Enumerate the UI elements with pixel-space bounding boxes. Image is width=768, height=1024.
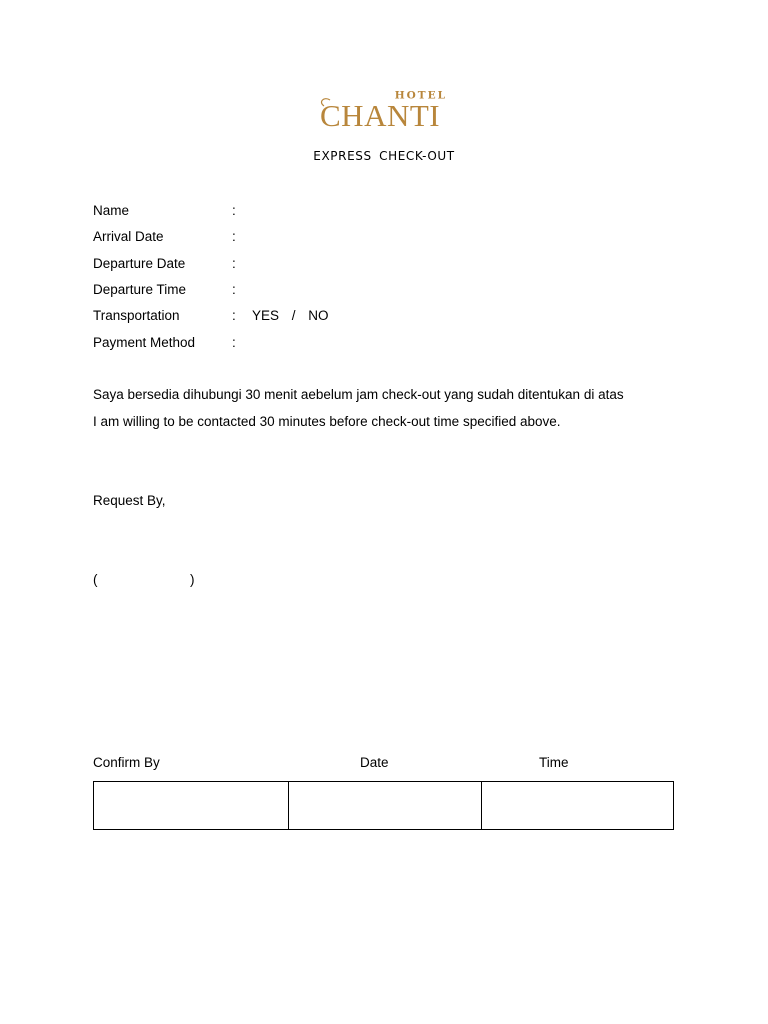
signature-open-paren: (: [93, 572, 98, 587]
date-label: Date: [360, 755, 389, 770]
field-colon: :: [232, 308, 236, 323]
field-colon: :: [232, 203, 236, 218]
statement-english: I am willing to be contacted 30 minutes before check-out time specified above.: [93, 414, 561, 429]
field-label: Payment Method: [93, 335, 196, 350]
request-by-label: Request By,: [93, 493, 166, 508]
field-colon: :: [232, 256, 236, 271]
date-cell[interactable]: [288, 782, 481, 829]
signature-close-paren: ): [190, 572, 195, 587]
hotel-logo: [316, 86, 452, 134]
statement-indonesian: Saya bersedia dihubungi 30 menit aebelum jam check-out yang sudah ditentukan di atas: [93, 387, 624, 402]
field-label: Departure Time: [93, 282, 187, 297]
confirm-by-cell[interactable]: [94, 782, 288, 829]
field-colon: :: [232, 335, 236, 350]
logo-name-text: CHANTI: [320, 98, 441, 133]
field-colon: :: [232, 229, 236, 244]
time-label: Time: [539, 755, 569, 770]
logo-hotel-text: HOTEL: [394, 89, 447, 102]
transportation-options[interactable]: YES / NO: [252, 308, 329, 323]
confirm-by-label: Confirm By: [93, 755, 160, 770]
form-title: EXPRESS CHECK-OUT: [313, 149, 455, 163]
field-label: Departure Date: [93, 256, 186, 271]
field-colon: :: [232, 282, 236, 297]
field-label: Transportation: [93, 308, 180, 323]
field-label: Name: [93, 203, 130, 218]
time-cell[interactable]: [481, 782, 673, 829]
field-label: Arrival Date: [93, 229, 164, 244]
confirm-table: [93, 781, 674, 830]
